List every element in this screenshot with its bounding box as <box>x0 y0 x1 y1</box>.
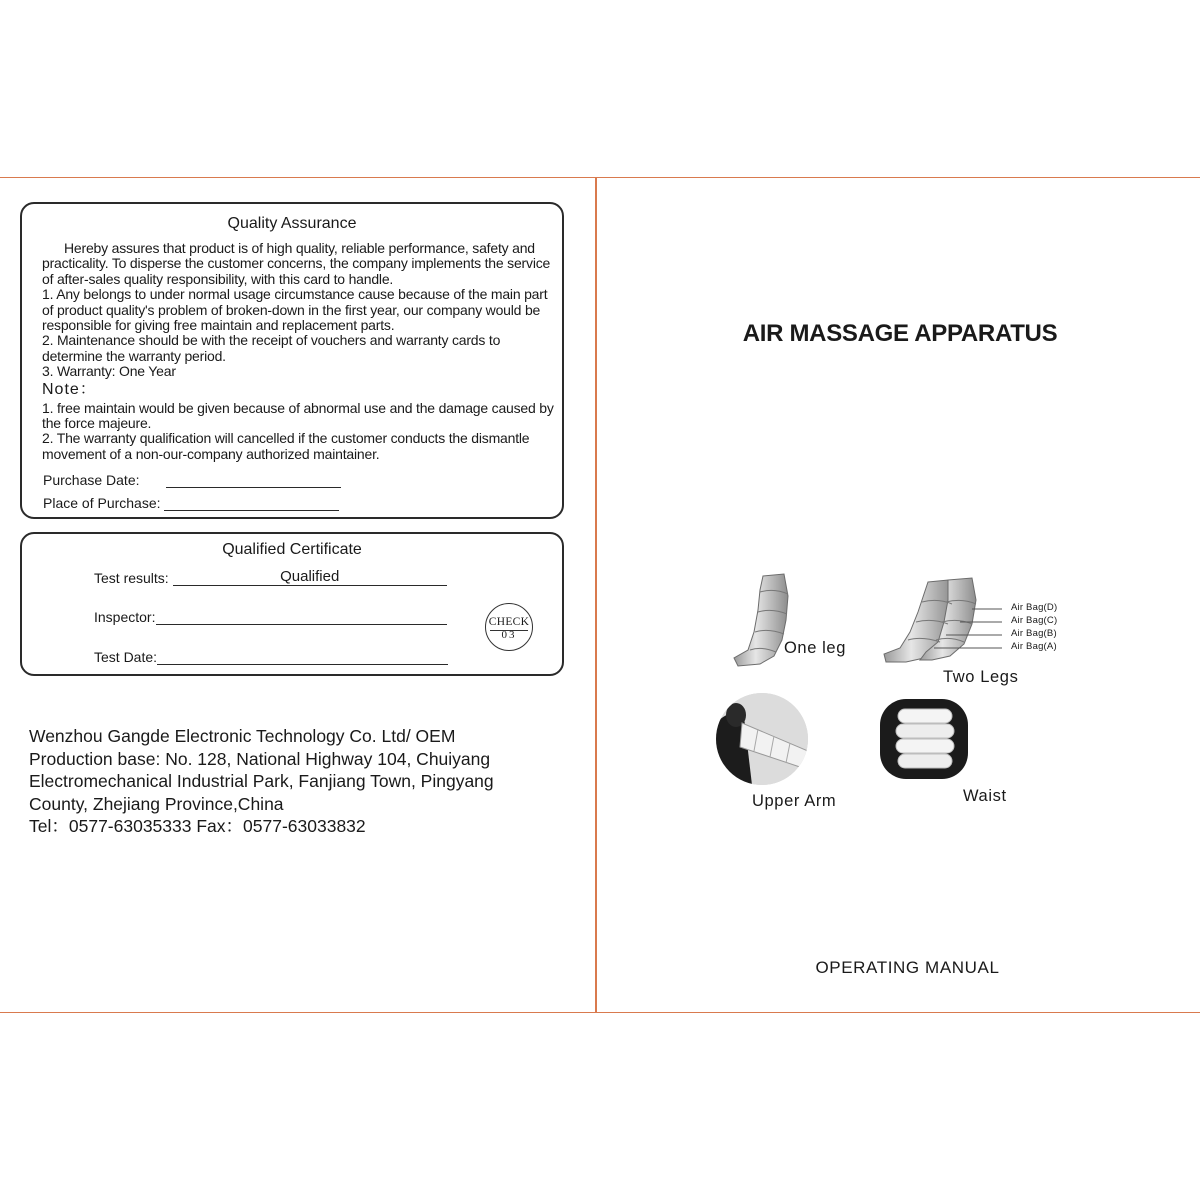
inspector-line[interactable] <box>156 610 447 625</box>
inspector-field <box>94 609 447 625</box>
air-bag-d-label: Air Bag(D) <box>1011 602 1058 613</box>
qualified-certificate-title: Qualified Certificate <box>222 541 362 558</box>
place-of-purchase-label: Place of Purchase: <box>43 495 161 511</box>
check-stamp <box>485 603 533 651</box>
purchase-date-field <box>43 472 341 488</box>
test-results-value: Qualified <box>280 568 340 585</box>
caption-upper-arm: Upper Arm <box>752 792 837 810</box>
center-fold-line <box>595 177 597 1013</box>
caption-one-leg: One leg <box>784 639 846 657</box>
company-address-2: Electromechanical Industrial Park, Fanjiang Town, Pingyang <box>29 771 494 791</box>
stamp-number: 03 <box>501 629 517 641</box>
two-legs-cuff-image <box>880 576 1010 668</box>
company-name: Wenzhou Gangde Electronic Technology Co. Ltd/ OEM <box>29 726 456 746</box>
qa-item-1: 1. Any belongs to under normal usage circumstance cause because of the main part of product quality's problem of broken-down in the first year, our company would be responsible for giving free maintain and replacement parts. <box>42 286 548 334</box>
test-results-line <box>173 568 447 586</box>
operating-manual-label: OPERATING MANUAL <box>815 958 1000 977</box>
qa-item-2: 2. Maintenance should be with the receipt of vouchers and warranty cards to determine the warranty period. <box>42 332 501 364</box>
caption-two-legs: Two Legs <box>943 668 1019 686</box>
company-address-1: Production base: No. 128, National Highway 104, Chuiyang <box>29 748 491 769</box>
test-results-field <box>94 570 447 586</box>
caption-waist: Waist <box>963 787 1007 805</box>
company-info <box>29 725 569 838</box>
qa-note-1: 1. free maintain would be given because of abnormal use and the damage caused by the force majeure. <box>42 399 554 432</box>
company-contact: Tel：0577-63035333 Fax：0577-63033832 <box>29 816 366 836</box>
qualified-certificate-card <box>20 532 564 676</box>
stamp-check-text: CHECK <box>488 616 530 628</box>
place-of-purchase-field <box>43 495 339 511</box>
air-bag-b-label: Air Bag(B) <box>1011 628 1057 639</box>
quality-assurance-card <box>20 202 564 519</box>
upper-arm-cuff-image <box>714 693 812 785</box>
qa-item-3: 3. Warranty: One Year <box>42 363 176 380</box>
purchase-date-label: Purchase Date: <box>43 472 140 488</box>
test-date-field <box>94 649 448 665</box>
air-bag-c-label: Air Bag(C) <box>1011 615 1058 626</box>
test-date-line[interactable] <box>157 650 448 665</box>
qa-note-heading: Note： <box>42 380 97 398</box>
test-date-label: Test Date: <box>94 649 158 665</box>
inspector-label: Inspector: <box>94 609 156 625</box>
purchase-date-line[interactable] <box>166 473 341 488</box>
place-of-purchase-line[interactable] <box>164 496 339 511</box>
company-address-3: County, Zhejiang Province,China <box>29 793 284 814</box>
qa-note-2: 2. The warranty qualification will cancelled if the customer conducts the dismantle movement of a non-our-company authorized maintainer. <box>42 430 530 462</box>
cover-title: AIR MASSAGE APPARATUS <box>742 320 1058 347</box>
quality-assurance-title: Quality Assurance <box>227 215 357 232</box>
quality-assurance-body <box>42 241 558 462</box>
qa-intro: Hereby assures that product is of high quality, reliable performance, safety and practicality. To disperse the customer concerns, the company implements the service of after-sales quality responsibility, with this card to handle. <box>42 240 551 287</box>
air-bag-a-label: Air Bag(A) <box>1011 641 1057 652</box>
waist-cuff-image <box>880 699 968 779</box>
test-results-label: Test results: <box>94 570 169 586</box>
